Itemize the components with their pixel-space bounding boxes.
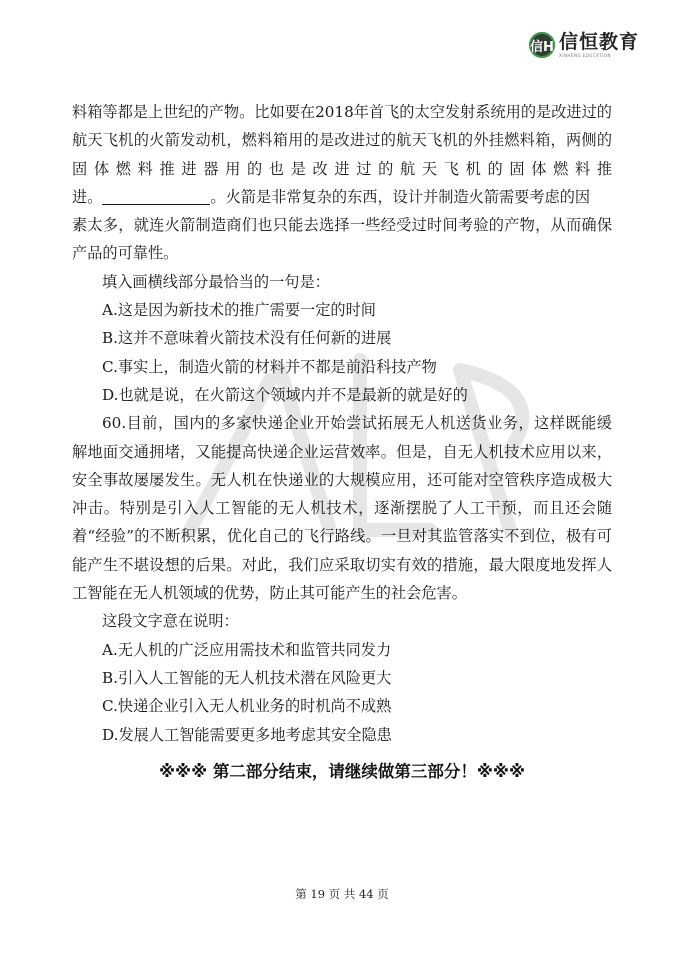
page-content bbox=[72, 98, 612, 749]
q60-prompt: 这段文字意在说明： bbox=[102, 612, 239, 631]
q60-option-d: D.发展人工智能需要更多地考虑其安全隐患 bbox=[102, 725, 392, 744]
q60-option-c: C.快递企业引入无人机业务的时机尚不成熟 bbox=[102, 697, 392, 716]
q59-line: 航天飞机的火箭发动机，燃料箱用的是改进过的航天飞机的外挂燃料箱，两侧的 bbox=[72, 131, 612, 150]
q59-blank-line bbox=[72, 183, 612, 211]
section-end-notice: ※※※ 第二部分结束，请继续做第三部分！※※※ bbox=[159, 762, 525, 781]
q59-option-b: B.这并不意味着火箭技术没有任何新的进展 bbox=[102, 329, 392, 348]
page-number: 第 19 页 共 44 页 bbox=[295, 887, 389, 901]
q59-line-start: 进。 bbox=[72, 187, 103, 206]
q59-line: 素太多，就连火箭制造商们也只能去选择一些经受过时间考验的产物，从而确保 bbox=[72, 216, 612, 235]
q60-option-a: A.无人机的广泛应用需技术和监管共同发力 bbox=[102, 640, 392, 659]
brand-logo bbox=[529, 31, 639, 59]
q59-option-c: C.事实上，制造火箭的材料并不都是前沿科技产物 bbox=[102, 357, 437, 376]
q60-paragraph: 60.目前，国内的多家快递企业开始尝试拓展无人机送货业务，这样既能缓解地面交通拥堵，又能提高快递企业运营效率。但是，自无人机技术应用以来，安全事故屡屡发生。无人机在快递业的大规模应用，还可能对空管秩序造成极大冲击。特别是引入人工智能的无人机技术，逐渐摆脱了人工干预，而且还会随着“经验”的不断积累，优化自己的飞行路线。一旦对其监管落实不到位，极有可能产生不堪设想的后果。对此，我们应采取切实有效的措施，最大限度地发挥人工智能在无人机领域的优势，防止其可能产生的社会危害。 bbox=[72, 414, 612, 603]
logo-text bbox=[559, 30, 640, 58]
q59-line: 固体燃料推进器用的也是改进过的航天飞机的固体燃料推 bbox=[72, 159, 612, 178]
q59-line-end: 。火箭是非常复杂的东西，设计并制造火箭需要考虑的因 bbox=[210, 187, 591, 206]
q59-line: 料箱等都是上世纪的产物。比如要在2018年首飞的太空发射系统用的是改进过的 bbox=[72, 103, 612, 121]
logo-mark: 信H bbox=[529, 32, 555, 58]
q59-prompt: 填入画横线部分最恰当的一句是： bbox=[102, 272, 330, 291]
q60-option-b: B.引入人工智能的无人机技术潜在风险更大 bbox=[102, 668, 392, 687]
fill-in-blank bbox=[102, 188, 210, 205]
brand-name: 信恒教育 bbox=[559, 30, 640, 53]
q59-option-a: A.这是因为新技术的推广需要一定的时间 bbox=[102, 301, 376, 320]
brand-subtitle: XINHENG EDUCATION bbox=[559, 52, 611, 58]
q59-option-d: D.也就是说，在火箭这个领域内并不是最新的就是好的 bbox=[102, 385, 468, 404]
q59-line: 产品的可靠性。 bbox=[72, 244, 179, 263]
